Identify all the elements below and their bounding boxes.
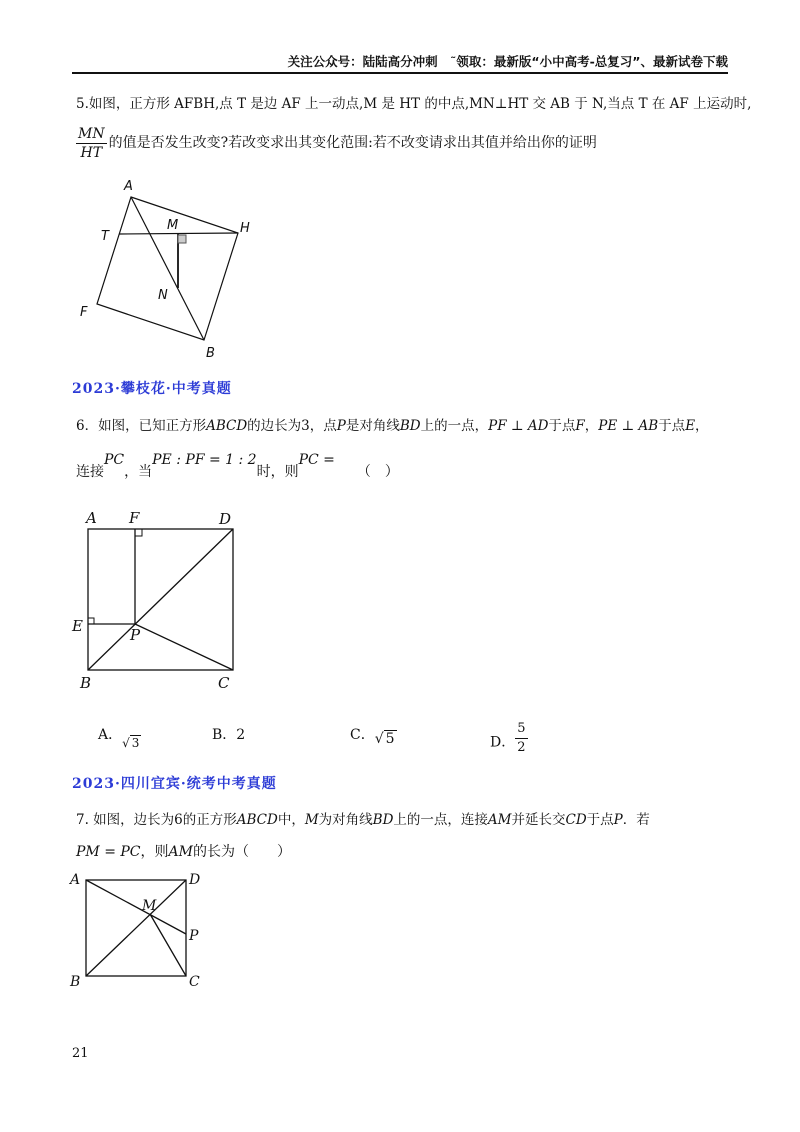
q7-line-ap	[86, 880, 186, 934]
q6-choice-a-sqrt: √ 3	[122, 736, 140, 750]
q7-text-2: 的正方形	[182, 812, 237, 828]
q7-m: M	[304, 812, 319, 828]
q7-label-c: C	[189, 974, 200, 990]
q5-frac-den: HT	[80, 144, 103, 161]
q5-line1: 5.如图，正方形 AFBH,点 T 是边 AF 上一动点,M 是 HT 的中点,MN⊥HT 交 AB 于 N,当点 T 在 AF 上运动时,	[76, 96, 752, 112]
q7-label-b: B	[70, 974, 81, 990]
q6-text-then: 时，则	[256, 464, 299, 480]
q7-six: 6	[174, 812, 183, 828]
q7-p: P	[613, 812, 623, 828]
q7-label-p: P	[189, 928, 199, 944]
q6-text-7: 于点	[658, 418, 686, 434]
q6-label-p: P	[130, 626, 141, 644]
q6-p: P	[336, 418, 346, 434]
q6-cond2: PE ⊥ AB	[598, 418, 659, 434]
q6-text-when: ，当	[124, 464, 153, 480]
q6-label-f: F	[129, 509, 140, 527]
q6-text-5: 于点	[548, 418, 576, 434]
q6-choice-d-label: D．	[490, 734, 516, 751]
page-header: 关注公众号：陆陆高分冲刺 ˜领取：最新版“小中高考-总复习”、最新试卷下载	[287, 54, 728, 69]
q6-e: E	[685, 418, 696, 434]
q7-diagonal-bd	[86, 880, 186, 976]
q5-line2-text: 的值是否发生改变?若改变求出其变化范围:若不改变请求出其值并给出你的证明	[108, 135, 597, 151]
q7-text-1: 7. 如图，边长为	[76, 812, 175, 828]
q6-pc-eq: PC =	[298, 452, 335, 468]
q6-bd: BD	[399, 418, 421, 434]
q7-text-length: 的长为（ ）	[192, 844, 291, 860]
section-title-panzhihua: 2023·攀枝花·中考真题	[72, 381, 232, 397]
q7-line-mc	[150, 914, 186, 976]
q7-text-4: 为对角线	[318, 812, 373, 828]
q6-label-d: D	[219, 510, 232, 528]
q6-choice-d-den: 2	[517, 740, 526, 755]
q7-text-7: 于点	[586, 812, 614, 828]
q6-text-3: 是对角线	[345, 418, 400, 434]
q7-label-d: D	[189, 872, 201, 888]
q7-text-then: ，则	[140, 844, 169, 860]
q7-text-6: 并延长交	[511, 812, 566, 828]
q6-text-6: ，	[584, 418, 599, 434]
q6-ratio: PE : PF = 1 : 2	[152, 452, 257, 468]
q7-text-3: 中，	[277, 812, 305, 828]
q6-text-2: 的边长为3，点	[247, 418, 337, 434]
q6-choice-c-label: C．	[350, 727, 375, 743]
q6-abcd: ABCD	[206, 418, 248, 434]
q5-label-b: B	[206, 346, 215, 361]
q6-pc: PC	[104, 452, 125, 468]
q6-choice-c-radicand: 5	[385, 731, 395, 747]
q6-label-c: C	[218, 674, 230, 692]
q6-choice-c-sqrt: √ 5	[374, 731, 395, 747]
q5-label-f: F	[80, 305, 88, 320]
q6-choice-d-num: 5	[515, 720, 527, 739]
q6-label-b: B	[80, 674, 92, 692]
q7-text-8: ．若	[622, 812, 650, 828]
q6-choice-b[interactable]: B．2	[212, 727, 246, 743]
q5-label-h: H	[240, 221, 250, 236]
q5-frac-num: MN	[78, 125, 105, 142]
q7-label-m: M	[142, 898, 157, 914]
q6-text-connect: 连接	[76, 464, 104, 480]
q6-paren: （ ）	[356, 464, 399, 480]
q6-choice-a-label: A．	[98, 727, 123, 743]
q6-cond1: PF ⊥ AD	[488, 418, 549, 434]
q6-text-1: 6．如图，已知正方形	[76, 418, 207, 434]
q7-am2: AM	[168, 844, 193, 860]
q5-label-t: T	[101, 229, 109, 244]
q5-label-a: A	[124, 179, 133, 194]
section-title-yibin: 2023·四川宜宾·统考中考真题	[72, 776, 277, 792]
q6-choice-a-radicand: 3	[131, 736, 140, 750]
q7-bd: BD	[372, 812, 394, 828]
q6-label-a: A	[86, 509, 97, 527]
page-number: 21	[72, 1046, 89, 1061]
q6-label-e: E	[72, 617, 83, 635]
q7-abcd: ABCD	[236, 812, 278, 828]
q7-eq: PM = PC	[76, 844, 141, 860]
q6-f: F	[575, 418, 585, 434]
q6-text-8: ，	[695, 418, 709, 434]
q6-text-4: 上的一点，	[420, 418, 489, 434]
q7-text-5: 上的一点，连接	[393, 812, 488, 828]
q7-am: AM	[487, 812, 512, 828]
q5-label-n: N	[158, 288, 168, 303]
q5-label-m: M	[167, 218, 179, 233]
q7-label-a: A	[70, 872, 81, 888]
q7-cd: CD	[565, 812, 587, 828]
